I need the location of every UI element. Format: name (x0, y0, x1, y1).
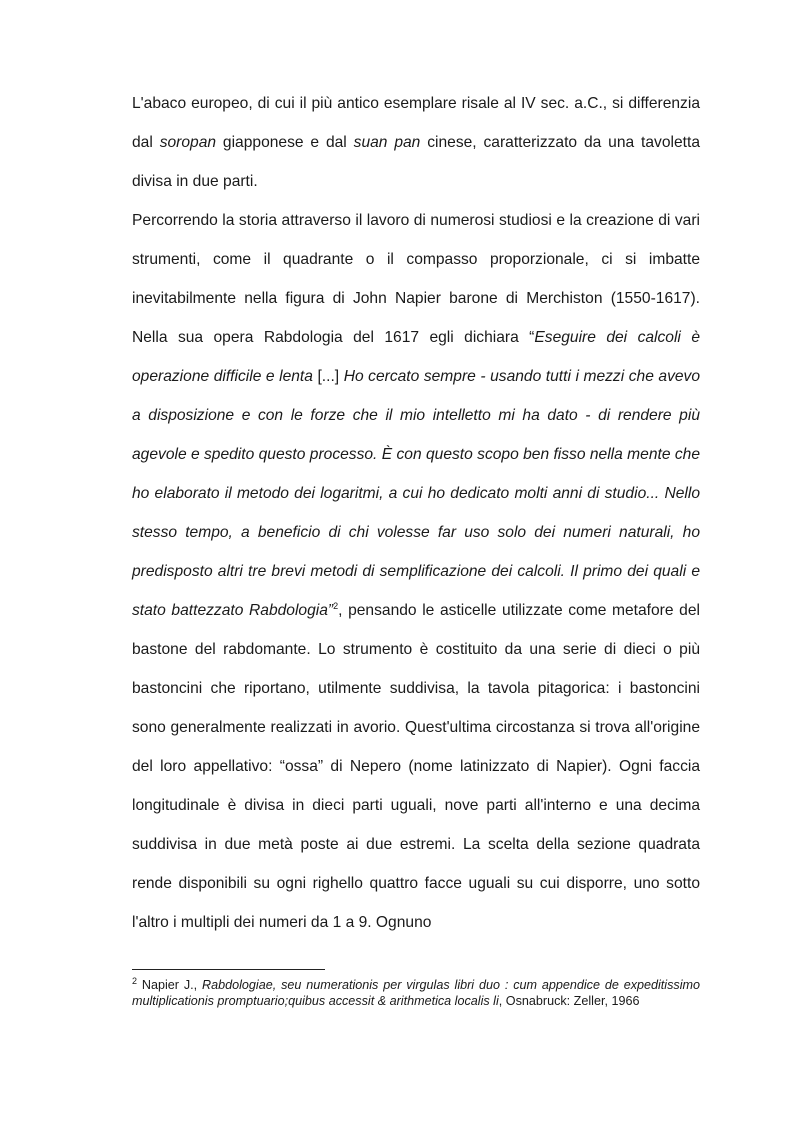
italic-quote-start: Eseguire dei calcoli è operazione difficile e lenta (132, 329, 700, 385)
text: [...] (312, 368, 344, 385)
italic-term-suan-pan: suan pan (353, 134, 421, 151)
text: , pensando le asticelle utilizzate come metafore del bastone del rabdomante. Lo strumento è costituito da una serie di dieci o più bastoncini che riportano, utilmente suddivisa, la tavola pitagorica: i bastoncini sono generalmente realizzati in avorio. Quest'ultima circostanza si trova all'origine del loro appellativo: “ossa” di Nepero (nome latinizzato di Napier). Ogni faccia longitudinale è divisa in dieci parti uguali, nove parti all'interno e una decima suddivisa in due metà poste ai due estremi. La scelta della sezione quadrata rende disponibili su ogni righello quattro facce uguali su cui disporre, uno sotto l'altro i multipli dei numeri da 1 a 9. Ognuno (132, 602, 700, 931)
footnote (132, 977, 700, 1009)
text: L'abaco europeo, di cui il più antico esemplare risale al IV sec. a.C., si differenzia dal (132, 95, 700, 151)
footnote-publisher: , Osnabruck: Zeller, 1966 (498, 994, 640, 1008)
text: Percorrendo la storia attraverso il lavoro di numerosi studiosi e la creazione di vari strumenti, come il quadrante o il compasso proporzionale, ci si imbatte inevitabilmente nella figura di John Napier barone di Merchiston (1550-1617). Nella sua opera Rabdologia del 1617 egli dichiara “ (132, 212, 700, 346)
italic-quote: Ho cercato sempre - usando tutti i mezzi che avevo a disposizione e con le forze che il mio intelletto mi ha dato - di rendere più agevole e spedito questo processo. È con questo scopo ben fisso nella mente che ho elaborato il metodo dei logaritmi, a cui ho dedicato molti anni di studio... Nello stesso tempo, a beneficio di chi volesse far uso solo dei numeri naturali, ho predisposto altri tre brevi metodi di semplificazione dei calcoli. Il primo dei quali e stato battezzato Rabdologia” (132, 368, 701, 619)
footnote-separator (132, 969, 325, 970)
italic-term-soropan: soropan (159, 134, 217, 151)
text: cinese, caratterizzato da una tavoletta divisa in due parti. (132, 134, 700, 190)
paragraph-abaco (132, 84, 700, 201)
footnote-author: Napier J., (141, 978, 202, 992)
footnote-title: Rabdologiae, seu numerationis per virgulas libri duo : cum appendice de expeditissimo multiplicationis promptuario;quibus accessit & arithmetica localis li (132, 978, 700, 1008)
text: giapponese e dal (216, 134, 354, 151)
document-body (132, 84, 700, 942)
footnote-reference[interactable]: 2 (333, 600, 339, 611)
paragraph-napier (132, 201, 700, 942)
footnote-number: 2 (132, 975, 138, 986)
